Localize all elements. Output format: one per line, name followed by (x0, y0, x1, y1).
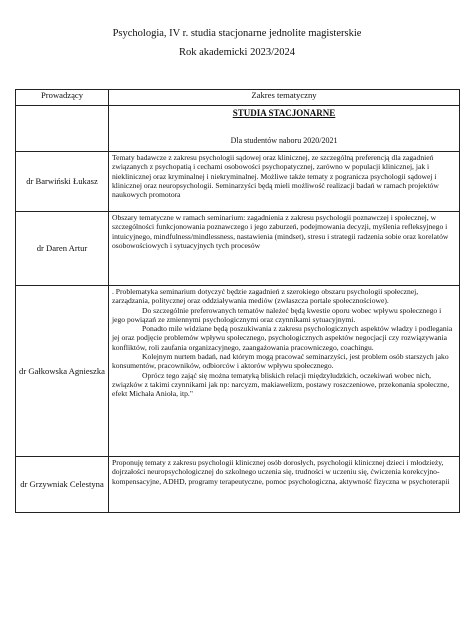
topic-paragraph: Ponadto mile widziane będą poszukiwania z zakresu psychologicznych aspektów władzy i podlegania jej oraz podjęcie problemów wpływu społecznego, psychologicznych aspektów negocjacji czy rozwiązywania konfliktów, roli zaufania organizacyjnego, zaangażowania pracowniczego, coachingu. (112, 324, 453, 352)
instructor-name: dr Grzywniak Celestyna (16, 457, 109, 513)
topics-table (15, 89, 460, 513)
section-title: STUDIA STACJONARNE (232, 108, 336, 118)
topic-paragraph: Oprócz tego zająć się można tematyką bliskich relacji międzyludzkich, oczekiwań wobec nich, związków z takimi czynnikami jak np: narcyzm, makiawelizm, postawy roszczeniowe, przekonania społeczne, efekt Michała Anioła, itp." (112, 370, 450, 399)
topic-paragraph: . Problematyka seminarium dotyczyć będzie zagadnień z szerokiego obszaru psychologii społecznej, zarządzania, politycznej oraz oddziaływania mediów (zwłaszcza portale społecznościowe). (112, 287, 419, 306)
table-header-row (16, 90, 460, 106)
table-row (16, 457, 460, 513)
table-row (16, 212, 460, 286)
instructor-name: dr Daren Artur (16, 212, 109, 286)
column-header-instructor: Prowadzący (16, 90, 109, 106)
topic-description (109, 212, 460, 286)
table-row (16, 152, 460, 212)
topic-description (109, 457, 460, 513)
instructor-name: dr Barwiński Łukasz (16, 152, 109, 212)
table-row (16, 286, 460, 457)
topic-paragraph: Tematy badawcze z zakresu psychologii sądowej oraz klinicznej, ze szczególną preferencją dla zagadnień związanych z psychopatią i cechami osobowości psychopatycznej, zarówno w populacji klinicznej, jak i nieklinicznej oraz kryminalnej i niekryminalnej. Możliwe także tematy z pogranicza psychologii sądowej i klinicznej oraz neuropsychologii. Seminarzyści będą mieli możliwość realizacji badań w ramach projektów naukowych promotora (112, 153, 439, 200)
section-row (16, 106, 460, 152)
instructor-name: dr Gałkowska Agnieszka (16, 286, 109, 457)
topic-paragraph: Proponuję tematy z zakresu psychologii klinicznej osób dorosłych, psychologii klinicznej dzieci i młodzieży, dojrzałości neuropsychologicznej do szkolnego uczenia się, trudności w uczeniu się, ćwiczenia korekcyjno-kompensacyjne, ADHD, programy terapeutyczne, pomoc psychologiczna, aktywność fizyczna w psychoterapii (112, 458, 450, 486)
topic-paragraph: Obszary tematyczne w ramach seminarium: zagadnienia z zakresu psychologii poznawczej i społecznej, w szczególności funkcjonowania poznawczego i jego zaburzeń, podejmowania decyzji, myślenia refleksyjnego i intuicyjnego, mindfulness/mindlessness, nastawienia (mindset), stresu i strategii radzenia sobie oraz korelatów osobowościowych i sytuacyjnych tych procesów (112, 213, 449, 250)
topic-description (109, 286, 460, 457)
topic-description (109, 152, 460, 212)
topic-paragraph: Do szczególnie preferowanych tematów należeć będą kwestie oporu wobec wpływu społecznego i jego powiązań ze zmiennymi psychologicznymi oraz czynnikami sytuacyjnymi. (112, 305, 442, 324)
academic-year: Rok akademicki 2023/2024 (178, 47, 296, 58)
document-title: Psychologia, IV r. studia stacjonarne jednolite magisterskie (112, 28, 362, 39)
column-header-topics: Zakres tematyczny (109, 90, 460, 106)
section-subtitle: Dla studentów naboru 2020/2021 (230, 136, 338, 145)
topic-paragraph: Kolejnym nurtem badań, nad którym mogą pracować seminarzyści, jest problem osób starszych jako konsumentów, pracowników, odbiorców i aktorów wpływu społecznego. (112, 352, 449, 371)
